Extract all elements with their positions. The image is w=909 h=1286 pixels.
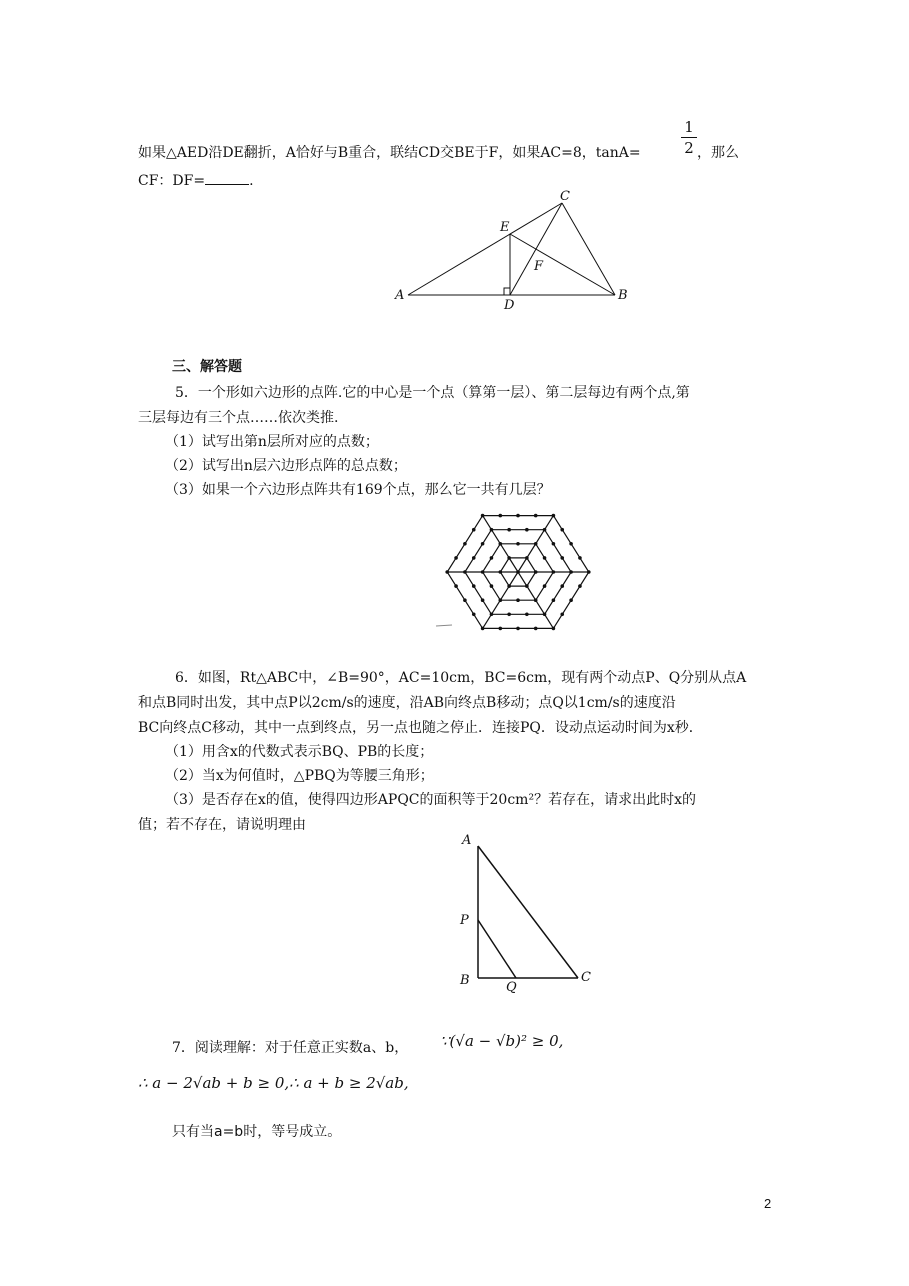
lattice-dot (507, 584, 511, 588)
lattice-dot (481, 542, 485, 546)
lattice-dot (534, 598, 538, 602)
fraction-denominator: 2 (684, 139, 694, 157)
q6-part3: （3）是否存在x的值，使得四边形APQC的面积等于20cm²？若存在，请求出此时x的 (165, 792, 696, 808)
label-E: E (500, 220, 510, 235)
lattice-dot (445, 570, 449, 574)
lattice-dot (569, 542, 573, 546)
q7-inequality-1: ∵(√a − √b)² ≥ 0, (440, 1032, 564, 1050)
label-B: B (618, 288, 628, 303)
lattice-dot (507, 613, 511, 617)
lattice-dot (507, 556, 511, 560)
lattice-dot (481, 598, 485, 602)
lattice-dot (552, 598, 556, 602)
lattice-dot (578, 556, 582, 560)
lattice-dot (534, 627, 538, 631)
lattice-dot (525, 613, 529, 617)
q4-line2-text: CF：DF= (138, 173, 206, 189)
lattice-dot (472, 584, 476, 588)
right-angle-mark (504, 288, 510, 295)
q7-line1: 7．阅读理解：对于任意正实数a、b， (172, 1040, 409, 1056)
q5-line1: 5．一个形如六边形的点阵.它的中心是一个点（算第一层）、第二层每边有两个点,第 (175, 385, 690, 401)
lattice-dot (490, 613, 494, 617)
lattice-dot (552, 627, 556, 631)
q5-part2: （2）试写出n层六边形点阵的总点数； (165, 458, 407, 474)
lattice-dot (472, 528, 476, 532)
q7-line3: 只有当a=b时，等号成立。 (172, 1124, 342, 1140)
scan-mark (436, 625, 452, 626)
lattice-dot (525, 556, 529, 560)
lattice-dot (525, 584, 529, 588)
lattice-dot (499, 570, 503, 574)
lattice-dot (463, 570, 467, 574)
lattice-dot (499, 514, 503, 518)
section-heading: 三、解答题 (172, 359, 242, 375)
lattice-dot (543, 556, 547, 560)
answer-blank (205, 170, 249, 185)
lattice-dot (507, 528, 511, 532)
segment-PQ (478, 920, 516, 978)
lattice-dot (560, 528, 564, 532)
label-C: C (560, 189, 570, 204)
lattice-center-dot (516, 570, 520, 574)
lattice-dot (454, 584, 458, 588)
q7-inequality-2: ∴ a − 2√ab + b ≥ 0,∴ a + b ≥ 2√ab, (138, 1074, 409, 1092)
page-number: 2 (764, 1196, 772, 1211)
lattice-dot (499, 598, 503, 602)
lattice-dot (569, 570, 573, 574)
q4-line1 (138, 143, 641, 163)
lattice-dot (543, 613, 547, 617)
q6-part1: （1）用含x的代数式表示BQ、PB的长度； (165, 744, 434, 760)
q4-line1-end-text: ，那么 (697, 145, 739, 161)
lattice-dot (499, 627, 503, 631)
label-Q: Q (506, 980, 517, 993)
lattice-dot (490, 584, 494, 588)
q5-line2: 三层每边有三个点……依次类推. (138, 410, 339, 426)
label-P: P (460, 913, 469, 928)
segment-AC (478, 846, 578, 978)
lattice-dot (516, 514, 520, 518)
segment-CD (510, 203, 562, 295)
lattice-dot (463, 542, 467, 546)
lattice-dot (569, 598, 573, 602)
q4-triangle-figure (390, 185, 640, 315)
lattice-dot (543, 584, 547, 588)
q5-part1: （1）试写出第n层所对应的点数； (165, 434, 379, 450)
q5-part3: （3）如果一个六边形点阵共有169个点，那么它一共有几层？ (165, 482, 551, 498)
q4-line2 (138, 170, 254, 191)
lattice-dot (552, 514, 556, 518)
q4-line1-text: 如果△AED沿DE翻折，A恰好与B重合，联结CD交BE于F，如果AC=8，tanA= (138, 145, 641, 161)
q6-line1: 6．如图，Rt△ABC中，∠B=90°，AC=10cm，BC=6cm，现有两个动点P、Q分别从点A (175, 670, 747, 686)
lattice-dot (472, 556, 476, 560)
lattice-dot (481, 570, 485, 574)
lattice-dot (516, 598, 520, 602)
label-D: D (504, 298, 515, 313)
q4-line2-end: . (249, 173, 254, 189)
lattice-dot (525, 528, 529, 532)
label-A: A (462, 833, 472, 848)
label-B: B (460, 973, 470, 988)
lattice-dot (490, 556, 494, 560)
q6-part2: （2）当x为何值时，△PBQ为等腰三角形； (165, 768, 434, 784)
lattice-dot (463, 598, 467, 602)
label-F: F (534, 259, 544, 274)
lattice-dot (560, 613, 564, 617)
lattice-dot (481, 514, 485, 518)
lattice-dot (490, 528, 494, 532)
fraction-numerator: 1 (684, 118, 694, 136)
lattice-dot (534, 514, 538, 518)
label-C: C (581, 970, 591, 985)
lattice-dot (534, 570, 538, 574)
lattice-dot (534, 542, 538, 546)
q6-line2: 和点B同时出发，其中点P以2cm/s的速度，沿AB向终点B移动；点Q以1cm/s的速度沿 (138, 695, 676, 711)
lattice-dot (516, 542, 520, 546)
fraction-bar (681, 137, 697, 138)
segment-AC (408, 203, 562, 295)
lattice-dot (560, 556, 564, 560)
lattice-dot (481, 627, 485, 631)
lattice-dot (543, 528, 547, 532)
lattice-dot (587, 570, 591, 574)
lattice-dot (499, 542, 503, 546)
lattice-dot (552, 542, 556, 546)
hexagon-dot-lattice-figure (430, 500, 610, 645)
tan-fraction (681, 118, 697, 157)
segment-BE (510, 234, 615, 295)
lattice-dot (578, 584, 582, 588)
q6-part3b: 值；若不存在，请说明理由 (138, 817, 306, 833)
lattice-dot (472, 613, 476, 617)
segment-BC (562, 203, 615, 295)
q6-right-triangle-figure (450, 828, 600, 993)
lattice-dot (552, 570, 556, 574)
lattice-dot (454, 556, 458, 560)
q4-line1-end (697, 143, 739, 163)
label-A: A (395, 288, 405, 303)
lattice-dot (560, 584, 564, 588)
lattice-dot (516, 627, 520, 631)
q6-line3: BC向终点C移动，其中一点到终点，另一点也随之停止．连接PQ．设动点运动时间为x秒． (138, 720, 703, 736)
